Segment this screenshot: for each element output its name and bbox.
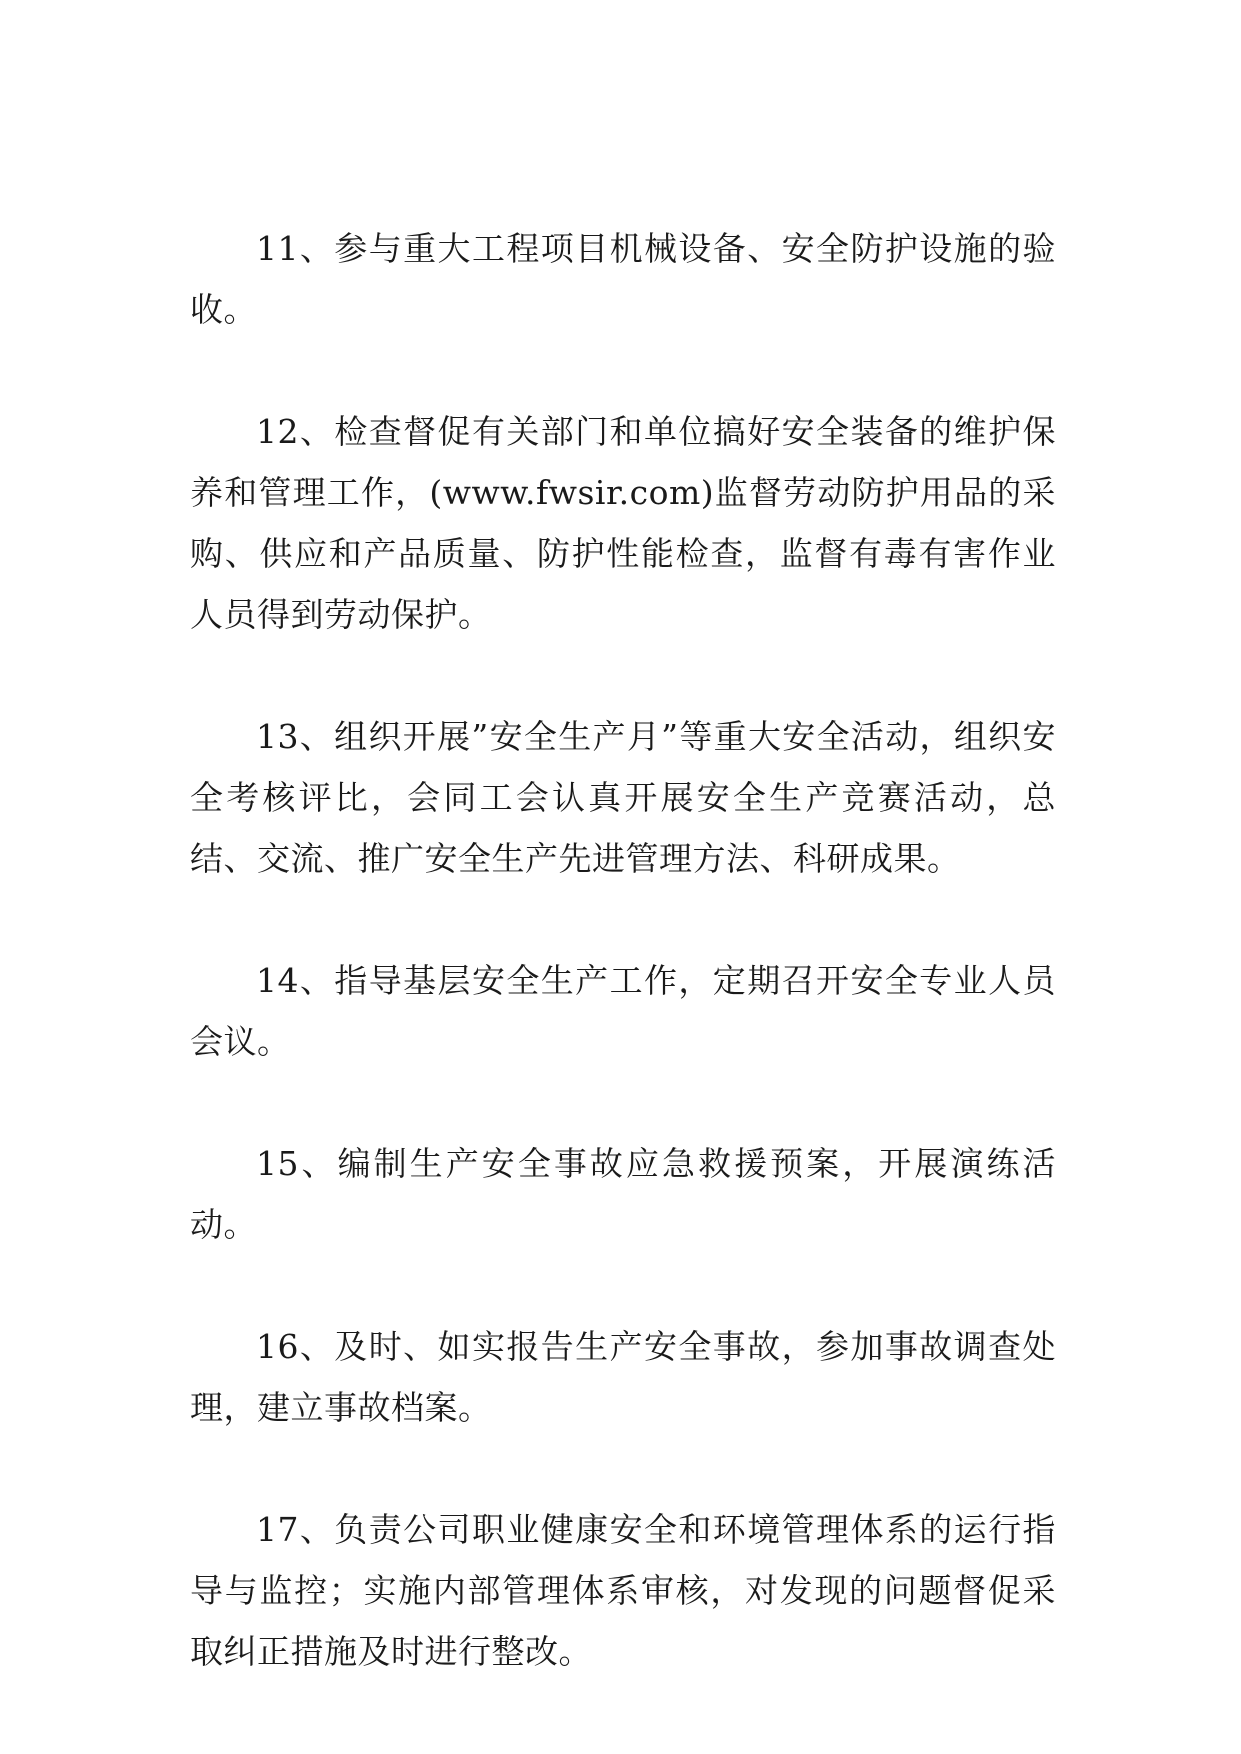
paragraph-item-13: 13、组织开展”安全生产月”等重大安全活动，组织安全考核评比，会同工会认真开展安全生产竞赛活动，总结、交流、推广安全生产先进管理方法、科研成果。	[190, 717, 1056, 878]
paragraph-item-17: 17、负责公司职业健康安全和环境管理体系的运行指导与监控；实施内部管理体系审核，对发现的问题督促采取纠正措施及时进行整改。	[190, 1510, 1056, 1671]
paragraph-item-16: 16、及时、如实报告生产安全事故，参加事故调查处理，建立事故档案。	[190, 1327, 1056, 1427]
document-body	[190, 218, 1056, 1682]
paragraph-item-12: 12、检查督促有关部门和单位搞好安全装备的维护保养和管理工作，(www.fwsir.com)监督劳动防护用品的采购、供应和产品质量、防护性能检查，监督有毒有害作业人员得到劳动保护。	[190, 412, 1056, 634]
paragraph-item-15: 15、编制生产安全事故应急救援预案，开展演练活动。	[190, 1144, 1056, 1244]
paragraph-item-14: 14、指导基层安全生产工作，定期召开安全专业人员会议。	[190, 961, 1056, 1061]
paragraph-item-11: 11、参与重大工程项目机械设备、安全防护设施的验收。	[190, 229, 1056, 329]
